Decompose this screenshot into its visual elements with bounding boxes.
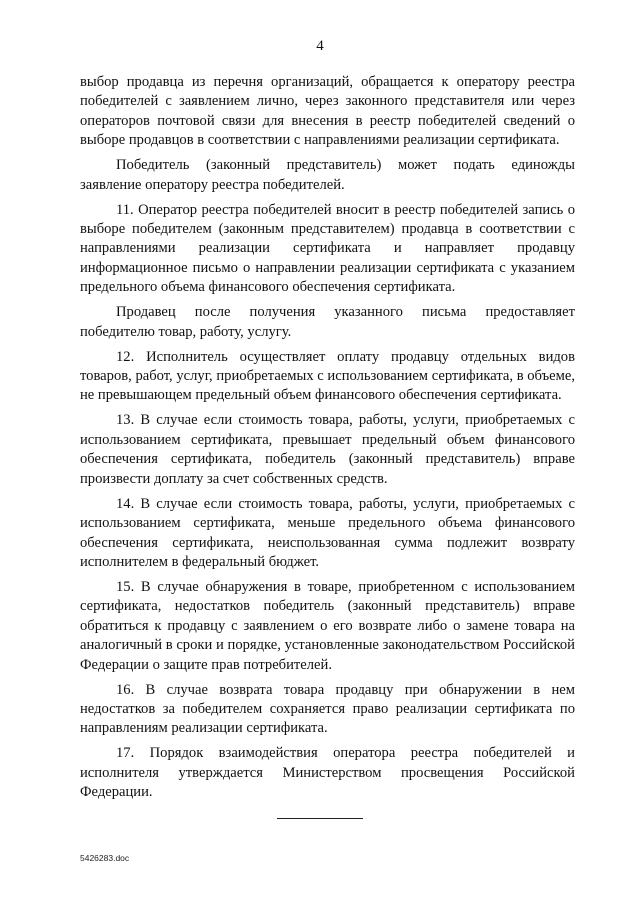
paragraph-continuation: выбор продавца из перечня организаций, обращается к оператору реестра победителей с заявлением лично, через законного представителя или через операторов почтовой связи для внесения в реестр победителей сведений о выборе продавцов в соответствии с направлениями реализации сертификата. bbox=[80, 74, 575, 149]
page-number: 4 bbox=[316, 38, 324, 54]
paragraph-item-13: 13. В случае если стоимость товара, работы, услуги, приобретаемых с использованием сертификата, превышает предельный объем финансового обеспечения сертификата, победитель (законный представитель) вправе произвести доплату за счет собственных средств. bbox=[80, 412, 575, 487]
paragraph-item-12: 12. Исполнитель осуществляет оплату продавцу отдельных видов товаров, работ, услуг, приобретаемых с использованием сертификата, в объеме, не превышающем предельный объем финансового обеспечения сертификата. bbox=[80, 348, 575, 404]
closing-divider bbox=[277, 818, 363, 819]
paragraph-item-17: 17. Порядок взаимодействия оператора реестра победителей и исполнителя утверждается Министерством просвещения Российской Федерации. bbox=[80, 745, 575, 801]
paragraph-winner-application: Победитель (законный представитель) может подать единожды заявление оператору реестра победителей. bbox=[80, 157, 575, 193]
paragraph-item-11: 11. Оператор реестра победителей вносит в реестр победителей запись о выборе победителем (законным представителем) продавца в соответствии с направлениями реализации сертификата и направляет продавцу информационное письмо о направлении реализации сертификата с указанием предельного объема финансового обеспечения сертификата. bbox=[80, 201, 575, 296]
paragraph-item-16: 16. В случае возврата товара продавцу при обнаружении в нем недостатков за победителем сохраняется право реализации сертификата по направлениям реализации сертификата. bbox=[80, 681, 575, 737]
paragraph-item-14: 14. В случае если стоимость товара, работы, услуги, приобретаемых с использованием сертификата, меньше предельного объема финансового обеспечения сертификата, неиспользованная сумма подлежит возврату исполнителем в федеральный бюджет. bbox=[80, 495, 575, 570]
document-body bbox=[80, 73, 575, 808]
paragraph-item-15: 15. В случае обнаружения в товаре, приобретенном с использованием сертификата, недостатков победитель (законный представитель) вправе обратиться к продавцу с заявлением о его возврате либо о замене товара на аналогичный в сроки и порядке, установленные законодательством Российской Федерации о защите прав потребителей. bbox=[80, 578, 575, 673]
file-name-footer: 5426283.doc bbox=[80, 853, 130, 863]
paragraph-seller-provides: Продавец после получения указанного письма предоставляет победителю товар, работу, услугу. bbox=[80, 304, 575, 340]
